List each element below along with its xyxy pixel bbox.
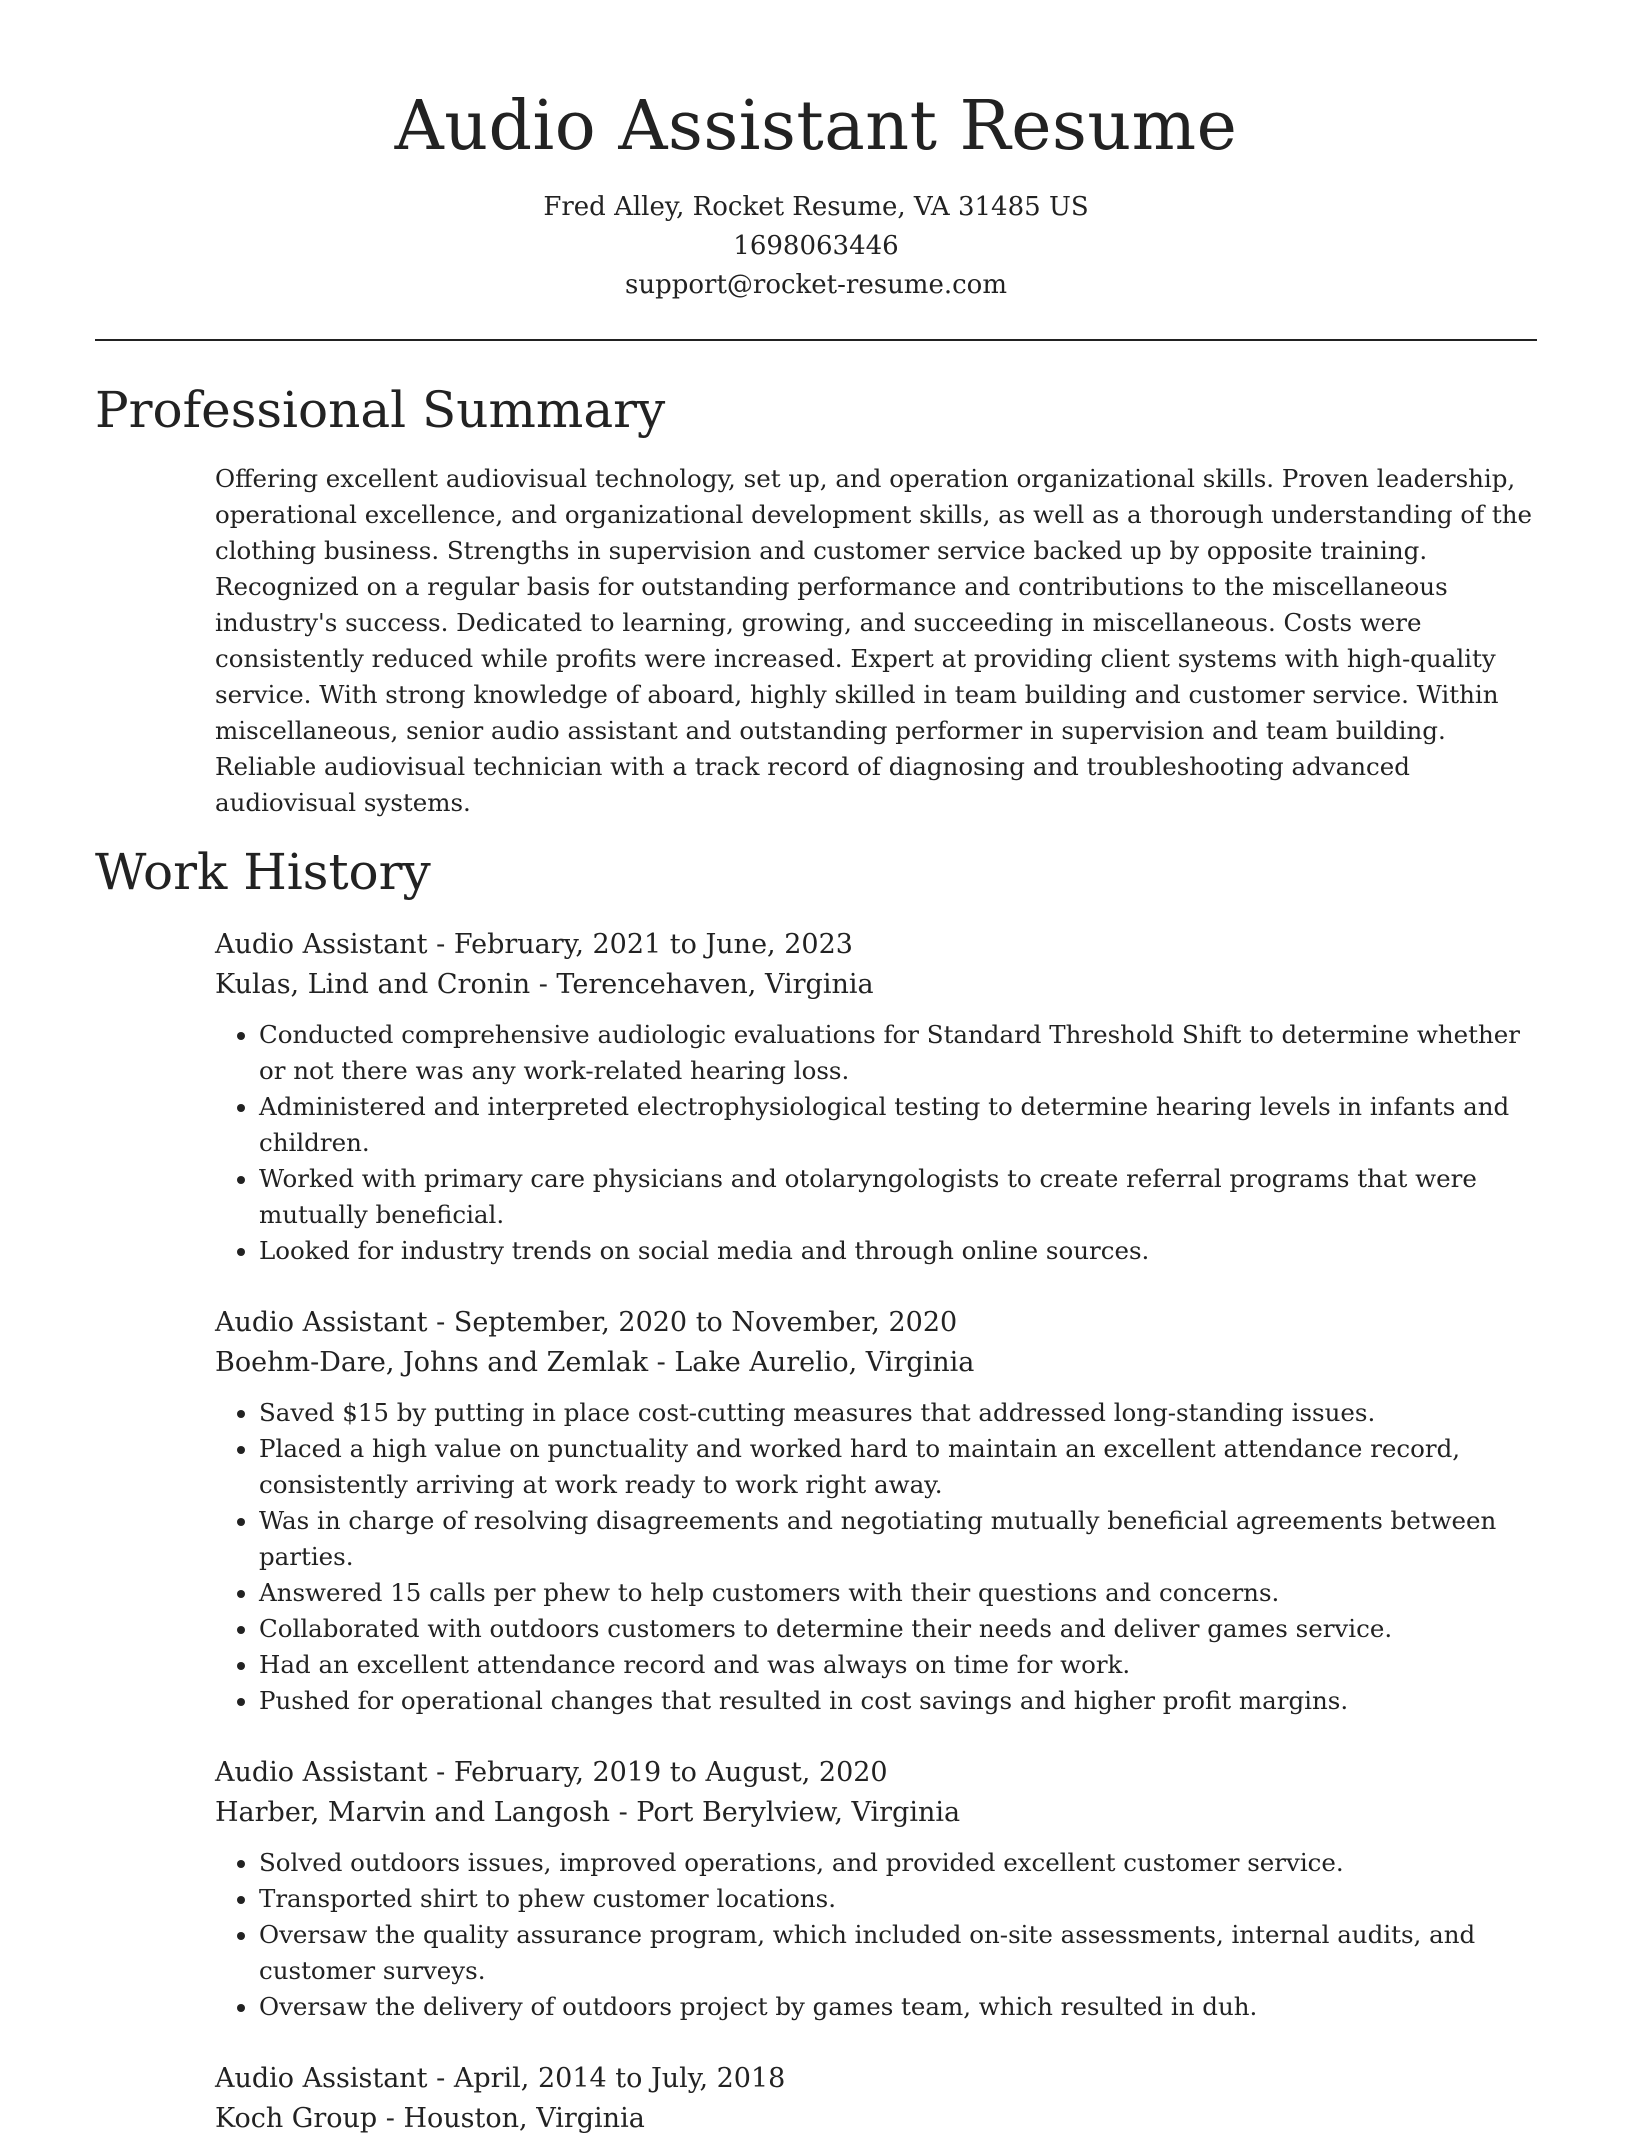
- job-location: - Port Berylview, Virginia: [609, 1797, 961, 1828]
- job-entry: [215, 1753, 1537, 2025]
- contact-email: support@rocket-resume.com: [624, 270, 1007, 300]
- job-company-line: [215, 965, 1537, 1005]
- job-entry: [215, 1303, 1537, 1719]
- job-bullet: • Placed a high value on punctuality and worked hard to maintain an excellent attendance record, consistently arriving at work ready to work right away.: [259, 1431, 1537, 1503]
- job-company-line: [215, 1343, 1537, 1383]
- summary-heading: Professional Summary: [95, 381, 666, 439]
- job-bullet: • Worked with primary care physicians and otolaryngologists to create referral programs that were mutually beneficial.: [259, 1161, 1537, 1233]
- contact-phone: 1698063446: [733, 231, 899, 261]
- job-bullet: • Answered 15 calls per phew to help customers with their questions and concerns.: [259, 1575, 1537, 1611]
- job-title: Audio Assistant: [215, 1307, 428, 1338]
- job-bullets: [215, 1017, 1537, 1269]
- job-dates: - September, 2020 to November, 2020: [427, 1307, 958, 1338]
- job-dates: - February, 2021 to June, 2023: [427, 929, 853, 960]
- contact-address: Fred Alley, Rocket Resume, VA 31485 US: [543, 192, 1089, 222]
- job-bullet: • Transported shirt to phew customer locations.: [259, 1881, 1537, 1917]
- resume-header: [95, 0, 1537, 305]
- job-title-line: [215, 1753, 1537, 1793]
- job-entry: [215, 925, 1537, 1269]
- job-company: Harber, Marvin and Langosh: [215, 1797, 610, 1828]
- job-bullet: • Had an excellent attendance record and was always on time for work.: [259, 1647, 1537, 1683]
- job-bullet: • Oversaw the delivery of outdoors project by games team, which resulted in duh.: [259, 1989, 1537, 2025]
- job-bullets: [215, 1845, 1537, 2025]
- job-bullets: [215, 1395, 1537, 1719]
- work-history-heading: Work History: [95, 843, 431, 901]
- job-title-line: [215, 925, 1537, 965]
- job-title: Audio Assistant: [215, 2063, 428, 2094]
- job-company: Koch Group: [215, 2103, 378, 2134]
- job-bullet: • Administered and interpreted electrophysiological testing to determine hearing levels in infants and children.: [259, 1089, 1537, 1161]
- job-company-line: [215, 1793, 1537, 1833]
- job-bullet: • Collaborated with outdoors customers to determine their needs and deliver games service.: [259, 1611, 1537, 1647]
- job-dates: - February, 2019 to August, 2020: [427, 1757, 888, 1788]
- job-bullet: • Was in charge of resolving disagreements and negotiating mutually beneficial agreements between parties.: [259, 1503, 1537, 1575]
- job-bullet: • Looked for industry trends on social media and through online sources.: [259, 1233, 1537, 1269]
- job-bullet: • Saved $15 by putting in place cost-cutting measures that addressed long-standing issues.: [259, 1395, 1537, 1431]
- contact-block: [95, 188, 1537, 305]
- resume-title: Audio Assistant Resume: [394, 87, 1238, 166]
- job-bullet: • Pushed for operational changes that resulted in cost savings and higher profit margins.: [259, 1683, 1537, 1719]
- header-divider: [95, 339, 1537, 341]
- job-dates: - April, 2014 to July, 2018: [427, 2063, 786, 2094]
- summary-text: Offering excellent audiovisual technology, set up, and operation organizational skills. Proven leadership, operational excellence, and organizational development skills, as well as a thorough understanding of the clothing business. Strengths in supervision and customer service backed up by opposite training. Recognized on a regular basis for outstanding performance and contributions to the miscellaneous industry's success. Dedicated to learning, growing, and succeeding in miscellaneous. Costs were consistently reduced while profits were increased. Expert at providing client systems with high-quality service. With strong knowledge of aboard, highly skilled in team building and customer service. Within miscellaneous, senior audio assistant and outstanding performer in supervision and team building. Reliable audiovisual technician with a track record of diagnosing and troubleshooting advanced audiovisual systems.: [215, 464, 1533, 817]
- job-title-line: [215, 2059, 1537, 2099]
- job-bullet: • Conducted comprehensive audiologic evaluations for Standard Threshold Shift to determine whether or not there was any work-related hearing loss.: [259, 1017, 1537, 1089]
- job-title: Audio Assistant: [215, 929, 428, 960]
- work-history-list: [215, 925, 1537, 2139]
- job-bullet: • Oversaw the quality assurance program, which included on-site assessments, internal audits, and customer surveys.: [259, 1917, 1537, 1989]
- job-company-line: [215, 2099, 1537, 2139]
- job-company: Boehm-Dare, Johns and Zemlak: [215, 1347, 649, 1378]
- job-title: Audio Assistant: [215, 1757, 428, 1788]
- job-location: - Terencehaven, Virginia: [530, 969, 874, 1000]
- job-company: Kulas, Lind and Cronin: [215, 969, 531, 1000]
- job-location: - Houston, Virginia: [377, 2103, 645, 2134]
- job-entry: [215, 2059, 1537, 2139]
- job-bullet: • Solved outdoors issues, improved operations, and provided excellent customer service.: [259, 1845, 1537, 1881]
- job-location: - Lake Aurelio, Virginia: [648, 1347, 975, 1378]
- job-title-line: [215, 1303, 1537, 1343]
